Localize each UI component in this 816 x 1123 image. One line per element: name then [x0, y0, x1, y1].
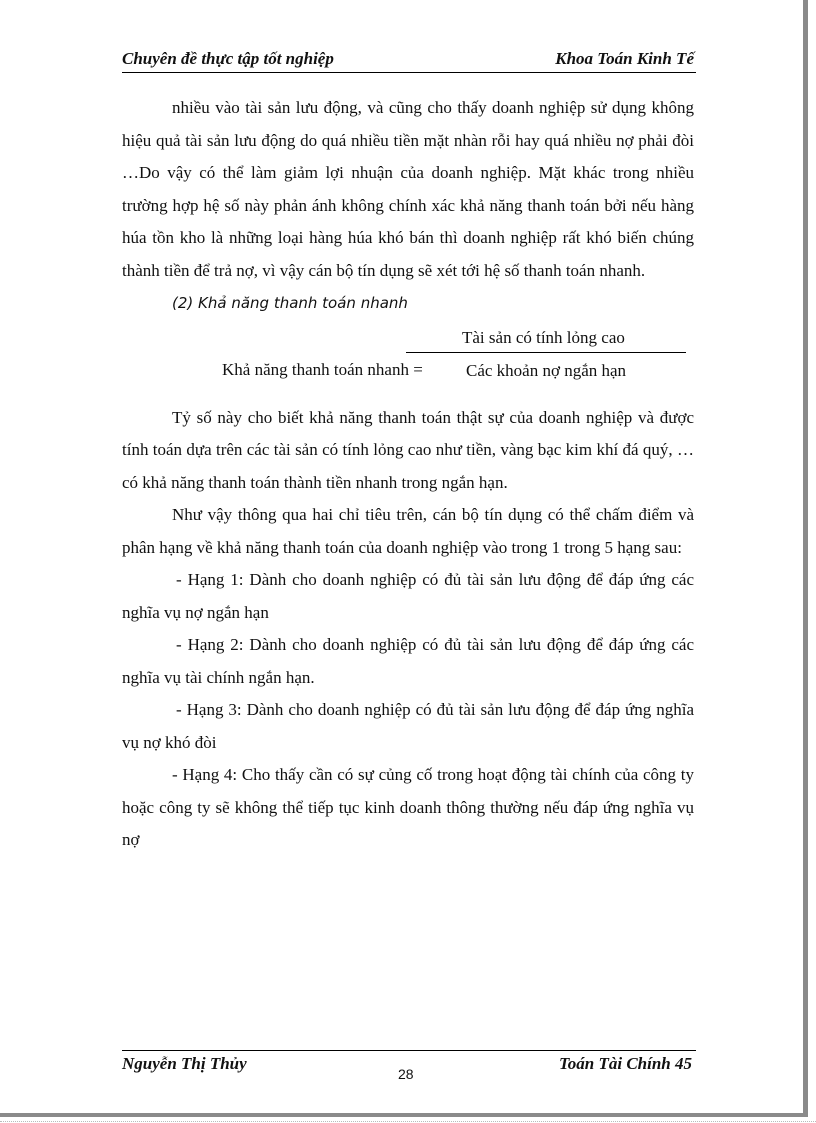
list-item-rank-1: - Hạng 1: Dành cho doanh nghiệp có đủ tài sản lưu động để đáp ứng các nghĩa vụ nợ ngắn hạn [122, 570, 694, 622]
footer-author: Nguyễn Thị Thủy [122, 1054, 247, 1073]
list-item-rank-4: - Hạng 4: Cho thấy cần có sự củng cố trong hoạt động tài chính của công ty hoặc công ty sẽ không thể tiếp tục kinh doanh thông thường nếu đáp ứng nghĩa vụ nợ [122, 765, 694, 849]
paragraph-2: Tỷ số này cho biết khả năng thanh toán thật sự của doanh nghiệp và được tính toán dựa trên các tài sản có tính lỏng cao như tiền, vàng bạc kim khí đá quý, … có khả năng thanh toán thành tiền nhanh trong ngắn hạn. [122, 407, 694, 492]
quick-ratio-formula [122, 320, 694, 402]
fraction-bar [406, 352, 686, 353]
page-header [122, 48, 696, 73]
list-item-rank-2: - Hạng 2: Dành cho doanh nghiệp có đủ tài sản lưu động để đáp ứng các nghĩa vụ tài chính ngắn hạn. [122, 635, 694, 687]
header-title-right: Khoa Toán Kinh Tế [555, 49, 694, 68]
page-bottom-divider [0, 1121, 816, 1122]
footer-class: Toán Tài Chính 45 [558, 1054, 692, 1073]
paragraph-1: nhiều vào tài sản lưu động, và cũng cho thấy doanh nghiệp sử dụng không hiệu quả tài sản lưu động do quá nhiều tiền mặt nhàn rỗi hay quá nhiều nợ phải đòi …Do vậy có thể làm giảm lợi nhuận của doanh nghiệp. Mặt khác trong nhiều trường hợp hệ số này phản ánh không chính xác khả năng thanh toán bởi nếu hàng húa tồn kho là những loại hàng húa khó bán thì doanh nghiệp rất khó biến chúng thành tiền để trả nợ, vì vậy cán bộ tín dụng sẽ xét tới hệ số thanh toán nhanh. [122, 98, 694, 280]
formula-lhs: Khả năng thanh toán nhanh = [222, 359, 423, 379]
footer-divider [122, 1050, 696, 1051]
paragraph-3: Như vậy thông qua hai chỉ tiêu trên, cán bộ tín dụng có thể chấm điểm và phân hạng về khả năng thanh toán của doanh nghiệp vào trong 1 trong 5 hạng sau: [122, 505, 694, 557]
document-body [122, 92, 694, 857]
header-title-left: Chuyên đề thực tập tốt nghiệp [122, 49, 334, 68]
page-number: 28 [398, 1066, 414, 1082]
list-item-rank-3: - Hạng 3: Dành cho doanh nghiệp có đủ tài sản lưu động để đáp ứng nghĩa vụ nợ khó đòi [122, 700, 694, 752]
formula-numerator: Tài sản có tính lỏng cao [462, 327, 625, 347]
formula-denominator: Các khoản nợ ngắn hạn [466, 360, 627, 380]
section-subheading: (2) Khả năng thanh toán nhanh [172, 294, 408, 312]
